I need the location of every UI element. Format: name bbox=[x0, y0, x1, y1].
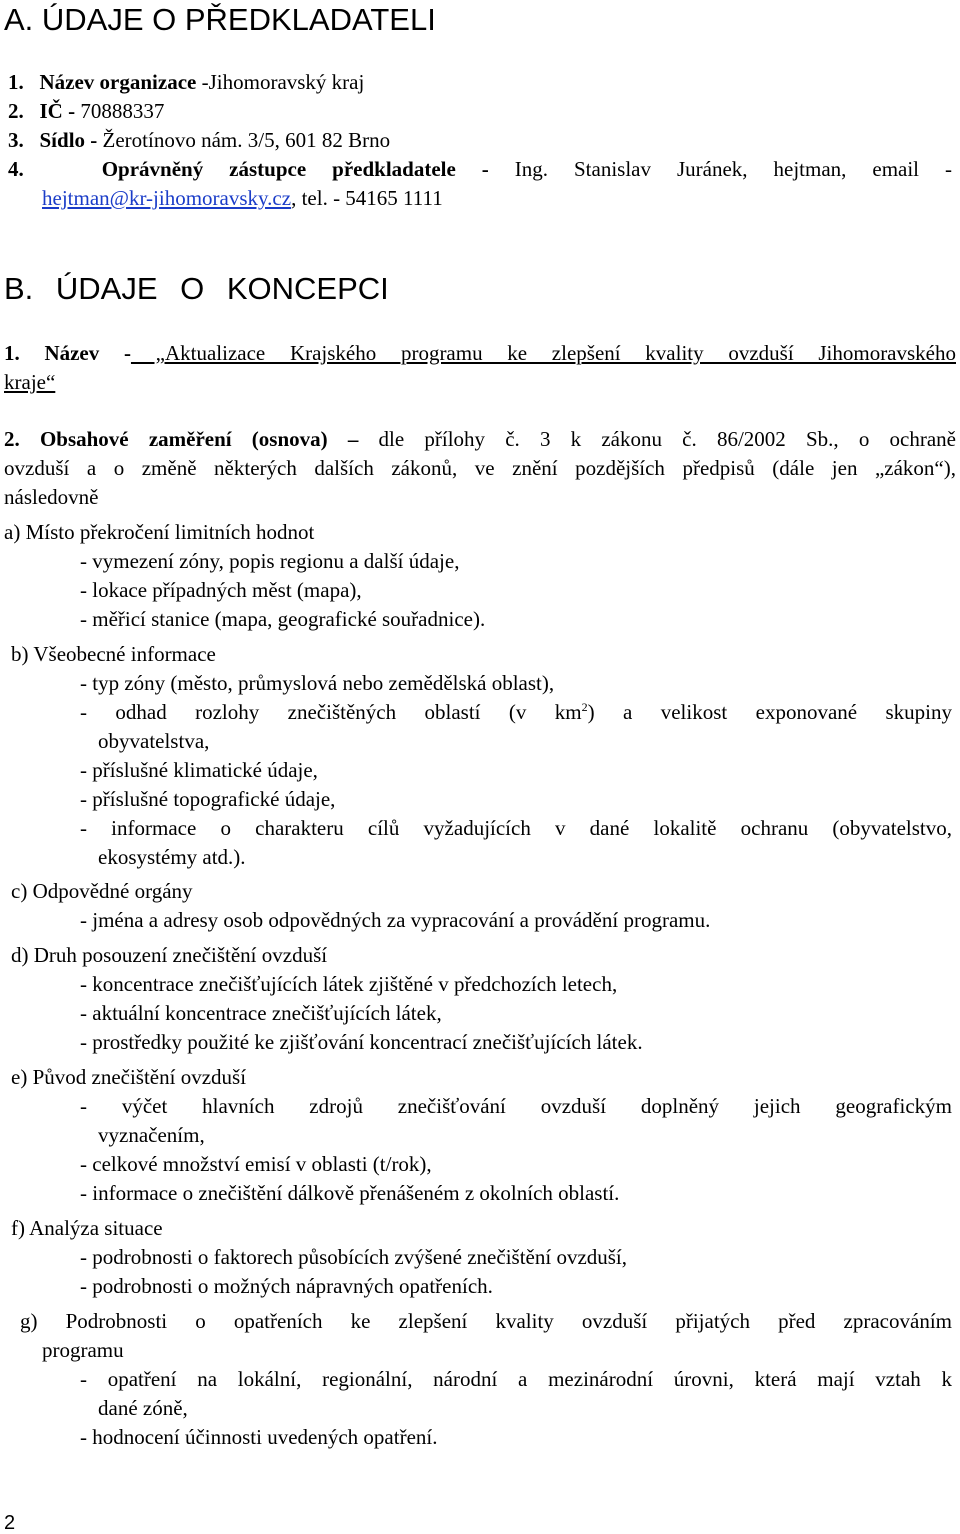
outline-a-heading: a) Místo překročení limitních hodnot bbox=[4, 520, 315, 544]
outline-e-item: - informace o znečištění dálkově přenášeném z okolních oblastí. bbox=[80, 1181, 620, 1205]
list-item-organization bbox=[8, 68, 364, 97]
outline-e-item: - výčet hlavních zdrojů znečišťování ovzduší doplněný jejich geografickým bbox=[80, 1094, 952, 1118]
outline-f-item: - podrobnosti o možných nápravných opatřeních. bbox=[80, 1274, 493, 1298]
outline-f-heading: f) Analýza situace bbox=[11, 1216, 163, 1240]
outline-a-item: - vymezení zóny, popis regionu a další údaje, bbox=[80, 549, 460, 573]
content-label: 2. Obsahové zaměření (osnova) – bbox=[4, 427, 359, 451]
ic-label: IČ - bbox=[39, 99, 76, 123]
content-line-3: následovně bbox=[4, 485, 99, 509]
outline-e-item-cont: vyznačením, bbox=[98, 1123, 205, 1147]
organization-value: Jihomoravský kraj bbox=[208, 70, 365, 94]
item-number: 1. bbox=[8, 70, 24, 94]
outline-b-item-area bbox=[80, 698, 952, 727]
outline-c-heading: c) Odpovědné orgány bbox=[11, 879, 193, 903]
outline-b-item: - příslušné klimatické údaje, bbox=[80, 758, 318, 782]
item-number: 2. bbox=[8, 99, 24, 123]
separator: - bbox=[196, 70, 209, 94]
outline-d-item: - prostředky použité ke zjišťování koncentrací znečišťujících látek. bbox=[80, 1030, 643, 1054]
page-number: 2 bbox=[4, 1512, 16, 1534]
area-text-b: ) a velikost exponované skupiny bbox=[587, 700, 952, 724]
concept-name-line bbox=[4, 339, 956, 368]
outline-b-item-cont: ekosystémy atd.). bbox=[98, 845, 246, 869]
outline-b-item: - typ zóny (město, průmyslová nebo zemědělská oblast), bbox=[80, 671, 555, 695]
outline-d-item: - koncentrace znečišťujících látek zjištěné v předchozích letech, bbox=[80, 972, 618, 996]
outline-e-item: - celkové množství emisí v oblasti (t/rok), bbox=[80, 1152, 432, 1176]
phone-text: , tel. - 54165 1111 bbox=[291, 186, 443, 210]
content-line-1 bbox=[4, 425, 956, 454]
section-a-title: A. ÚDAJE O PŘEDKLADATELI bbox=[4, 2, 436, 37]
outline-g-heading: g) Podrobnosti o opatřeních ke zlepšení kvality ovzduší přijatých před zpracováním bbox=[20, 1309, 952, 1333]
outline-e-heading: e) Původ znečištění ovzduší bbox=[11, 1065, 247, 1089]
list-item-ic bbox=[8, 97, 164, 126]
concept-name-value-cont: kraje“ bbox=[4, 370, 56, 394]
outline-b-item: - informace o charakteru cílů vyžadujících v dané lokalitě ochranu (obyvatelstvo, bbox=[80, 816, 952, 840]
list-item-address bbox=[8, 126, 390, 155]
content-text-1: dle přílohy č. 3 k zákonu č. 86/2002 Sb., o ochraně bbox=[358, 427, 956, 451]
outline-b-heading: b) Všeobecné informace bbox=[11, 642, 216, 666]
concept-name-cont bbox=[4, 368, 55, 397]
outline-g-item-cont: dané zóně, bbox=[98, 1396, 188, 1420]
concept-name-value: „Aktualizace Krajského programu ke zlepšení kvality ovzduší Jihomoravského bbox=[130, 341, 956, 365]
superscript: 2 bbox=[581, 700, 588, 714]
concept-name-label: 1. Název - bbox=[4, 341, 131, 365]
item-number: 4. bbox=[8, 157, 24, 181]
content-line-2: ovzduší a o změně některých dalších zákonů, ve znění pozdějších předpisů (dále jen „zákon“), bbox=[4, 456, 956, 480]
list-item-representative bbox=[8, 155, 952, 184]
address-value: Žerotínovo nám. 3/5, 601 82 Brno bbox=[97, 128, 391, 152]
email-link[interactable]: hejtman@kr-jihomoravsky.cz bbox=[42, 186, 292, 210]
outline-a-item: - lokace případných měst (mapa), bbox=[80, 578, 362, 602]
outline-g-item: - hodnocení účinnosti uvedených opatření. bbox=[80, 1425, 438, 1449]
outline-g-item: - opatření na lokální, regionální, národní a mezinárodní úrovni, která mají vztah k bbox=[80, 1367, 952, 1391]
outline-b-item: - příslušné topografické údaje, bbox=[80, 787, 336, 811]
contact-line bbox=[42, 184, 443, 213]
outline-d-heading: d) Druh posouzení znečištění ovzduší bbox=[11, 943, 328, 967]
representative-value: Ing. Stanislav Juránek, hejtman, email - bbox=[488, 157, 952, 181]
representative-label: Oprávněný zástupce předkladatele - bbox=[101, 157, 489, 181]
organization-label: Název organizace bbox=[39, 70, 197, 94]
outline-g-heading-cont: programu bbox=[42, 1338, 124, 1362]
outline-c-item: - jména a adresy osob odpovědných za vypracování a provádění programu. bbox=[80, 908, 711, 932]
outline-f-item: - podrobnosti o faktorech působících zvýšené znečištění ovzduší, bbox=[80, 1245, 628, 1269]
ic-value: 70888337 bbox=[75, 99, 165, 123]
address-label: Sídlo - bbox=[39, 128, 98, 152]
area-text-a: - odhad rozlohy znečištěných oblastí (v km bbox=[80, 700, 582, 724]
outline-b-item-cont: obyvatelstva, bbox=[98, 729, 210, 753]
outline-d-item: - aktuální koncentrace znečišťujících látek, bbox=[80, 1001, 442, 1025]
outline-a-item: - měřicí stanice (mapa, geografické souřadnice). bbox=[80, 607, 486, 631]
item-number: 3. bbox=[8, 128, 24, 152]
section-b-title: B. ÚDAJE O KONCEPCI bbox=[4, 271, 389, 306]
